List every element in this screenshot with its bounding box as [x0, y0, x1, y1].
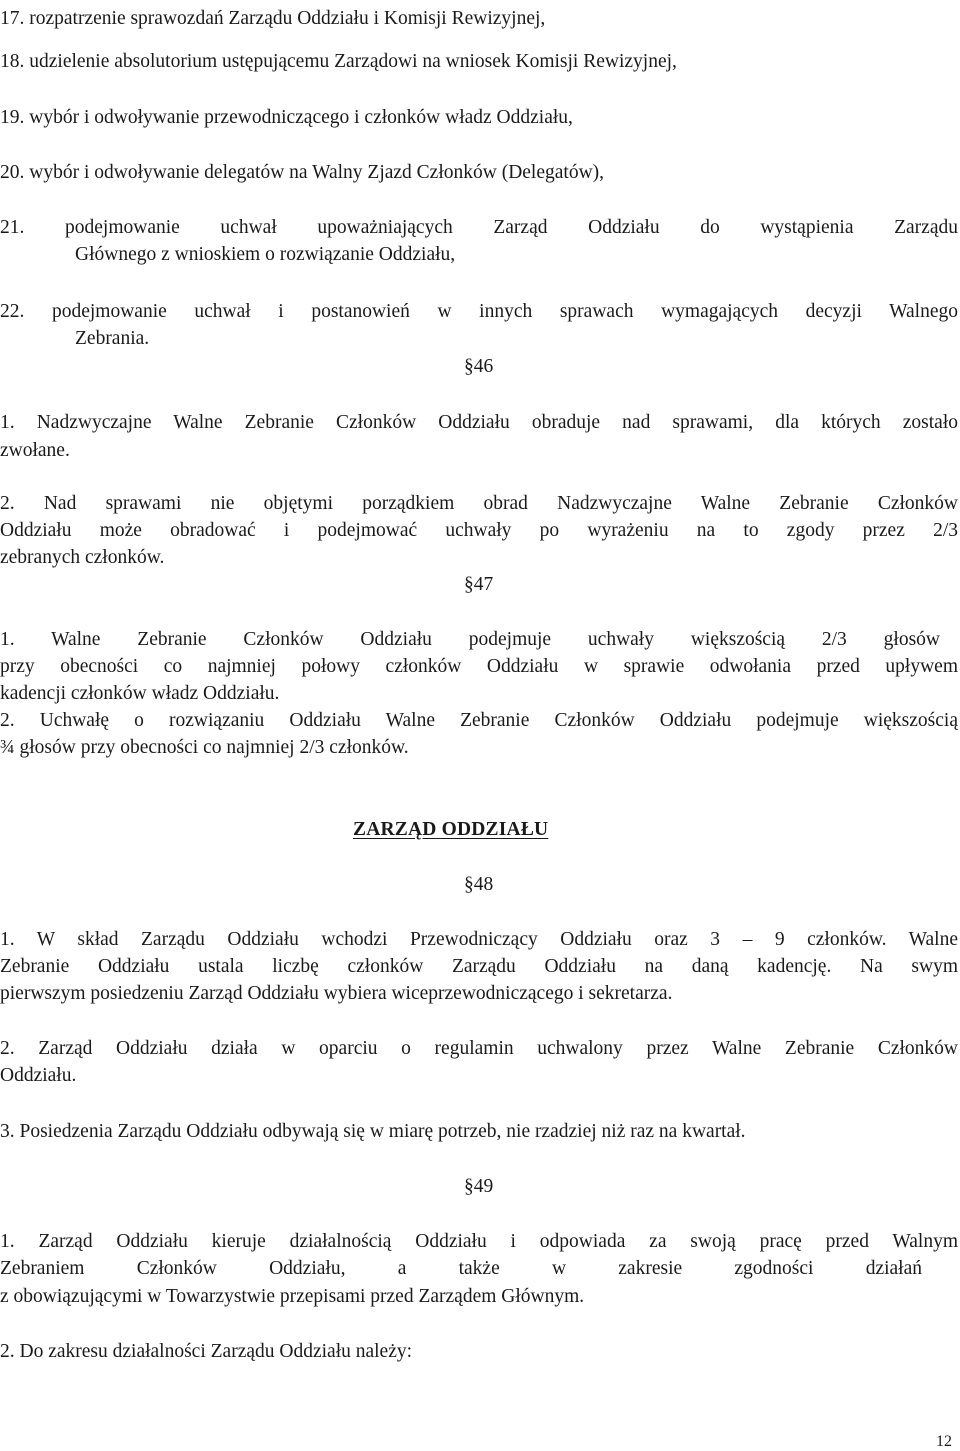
art47-point2-line-1: 2. Uchwałę o rozwiązaniu Oddziału Walne Zebranie Członków Oddziału podejmuje większością: [0, 710, 958, 731]
list-item-19: 19. wybór i odwoływanie przewodniczącego i członków władz Oddziału,: [0, 107, 573, 128]
list-item-17: 17. rozpatrzenie sprawozdań Zarządu Oddziału i Komisji Rewizyjnej,: [0, 8, 546, 29]
section-mark-48: §48: [464, 874, 494, 895]
art47-point1-line-2: przy obecności co najmniej połowy członków Oddziału w sprawie odwołania przed upływem: [0, 656, 958, 677]
art47-point2-line-2: ¾ głosów przy obecności co najmniej 2/3 członków.: [0, 737, 409, 758]
art48-point1-line-1: 1. W skład Zarządu Oddziału wchodzi Przewodniczący Oddziału oraz 3 – 9 członków. Walne: [0, 929, 958, 950]
art46-point2-line-3: zebranych członków.: [0, 547, 165, 568]
list-item-22-line-2: Zebrania.: [75, 328, 150, 349]
section-mark-46: §46: [464, 356, 494, 377]
art47-point1-line-1: 1. Walne Zebranie Członków Oddziału podejmuje uchwały większością 2/3 głosów: [0, 629, 940, 650]
list-item-18: 18. udzielenie absolutorium ustępującemu Zarządowi na wniosek Komisji Rewizyjnej,: [0, 51, 677, 72]
art49-point1-line-2: Zebraniem Członków Oddziału, a także w zakresie zgodności działań: [0, 1258, 922, 1279]
art47-point1-line-3: kadencji członków władz Oddziału.: [0, 683, 280, 704]
list-item-21-line-1: 21. podejmowanie uchwał upoważniających Zarząd Oddziału do wystąpienia Zarządu: [0, 217, 958, 238]
list-item-22-line-1: 22. podejmowanie uchwał i postanowień w innych sprawach wymagających decyzji Walnego: [0, 301, 958, 322]
art49-point1-line-1: 1. Zarząd Oddziału kieruje działalnością Oddziału i odpowiada za swoją pracę przed Walnym: [0, 1231, 958, 1252]
art46-point1-line-2: zwołane.: [0, 440, 70, 461]
section-heading: ZARZĄD ODDZIAŁU: [353, 819, 549, 840]
art49-point2: 2. Do zakresu działalności Zarządu Oddziału należy:: [0, 1341, 413, 1362]
art48-point3: 3. Posiedzenia Zarządu Oddziału odbywają się w miarę potrzeb, nie rzadziej niż raz na kwartał.: [0, 1121, 746, 1142]
list-item-21-line-2: Głównego z wnioskiem o rozwiązanie Oddziału,: [75, 244, 456, 265]
art49-point1-line-3: z obowiązującymi w Towarzystwie przepisami przed Zarządem Głównym.: [0, 1286, 585, 1307]
art46-point2-line-1: 2. Nad sprawami nie objętymi porządkiem obrad Nadzwyczajne Walne Zebranie Członków: [0, 493, 958, 514]
list-item-20: 20. wybór i odwoływanie delegatów na Walny Zjazd Członków (Delegatów),: [0, 162, 605, 183]
page-number: 12: [936, 1433, 952, 1450]
section-mark-49: §49: [464, 1176, 494, 1197]
art48-point1-line-3: pierwszym posiedzeniu Zarząd Oddziału wybiera wiceprzewodniczącego i sekretarza.: [0, 983, 673, 1004]
section-mark-47: §47: [464, 574, 494, 595]
art46-point1-line-1: 1. Nadzwyczajne Walne Zebranie Członków Oddziału obraduje nad sprawami, dla których zostało: [0, 412, 958, 433]
art48-point1-line-2: Zebranie Oddziału ustala liczbę członków Zarządu Oddziału na daną kadencję. Na swym: [0, 956, 958, 977]
art48-point2-line-2: Oddziału.: [0, 1065, 77, 1086]
art46-point2-line-2: Oddziału może obradować i podejmować uchwały po wyrażeniu na to zgody przez 2/3: [0, 520, 958, 541]
art48-point2-line-1: 2. Zarząd Oddziału działa w oparciu o regulamin uchwalony przez Walne Zebranie Członków: [0, 1038, 958, 1059]
